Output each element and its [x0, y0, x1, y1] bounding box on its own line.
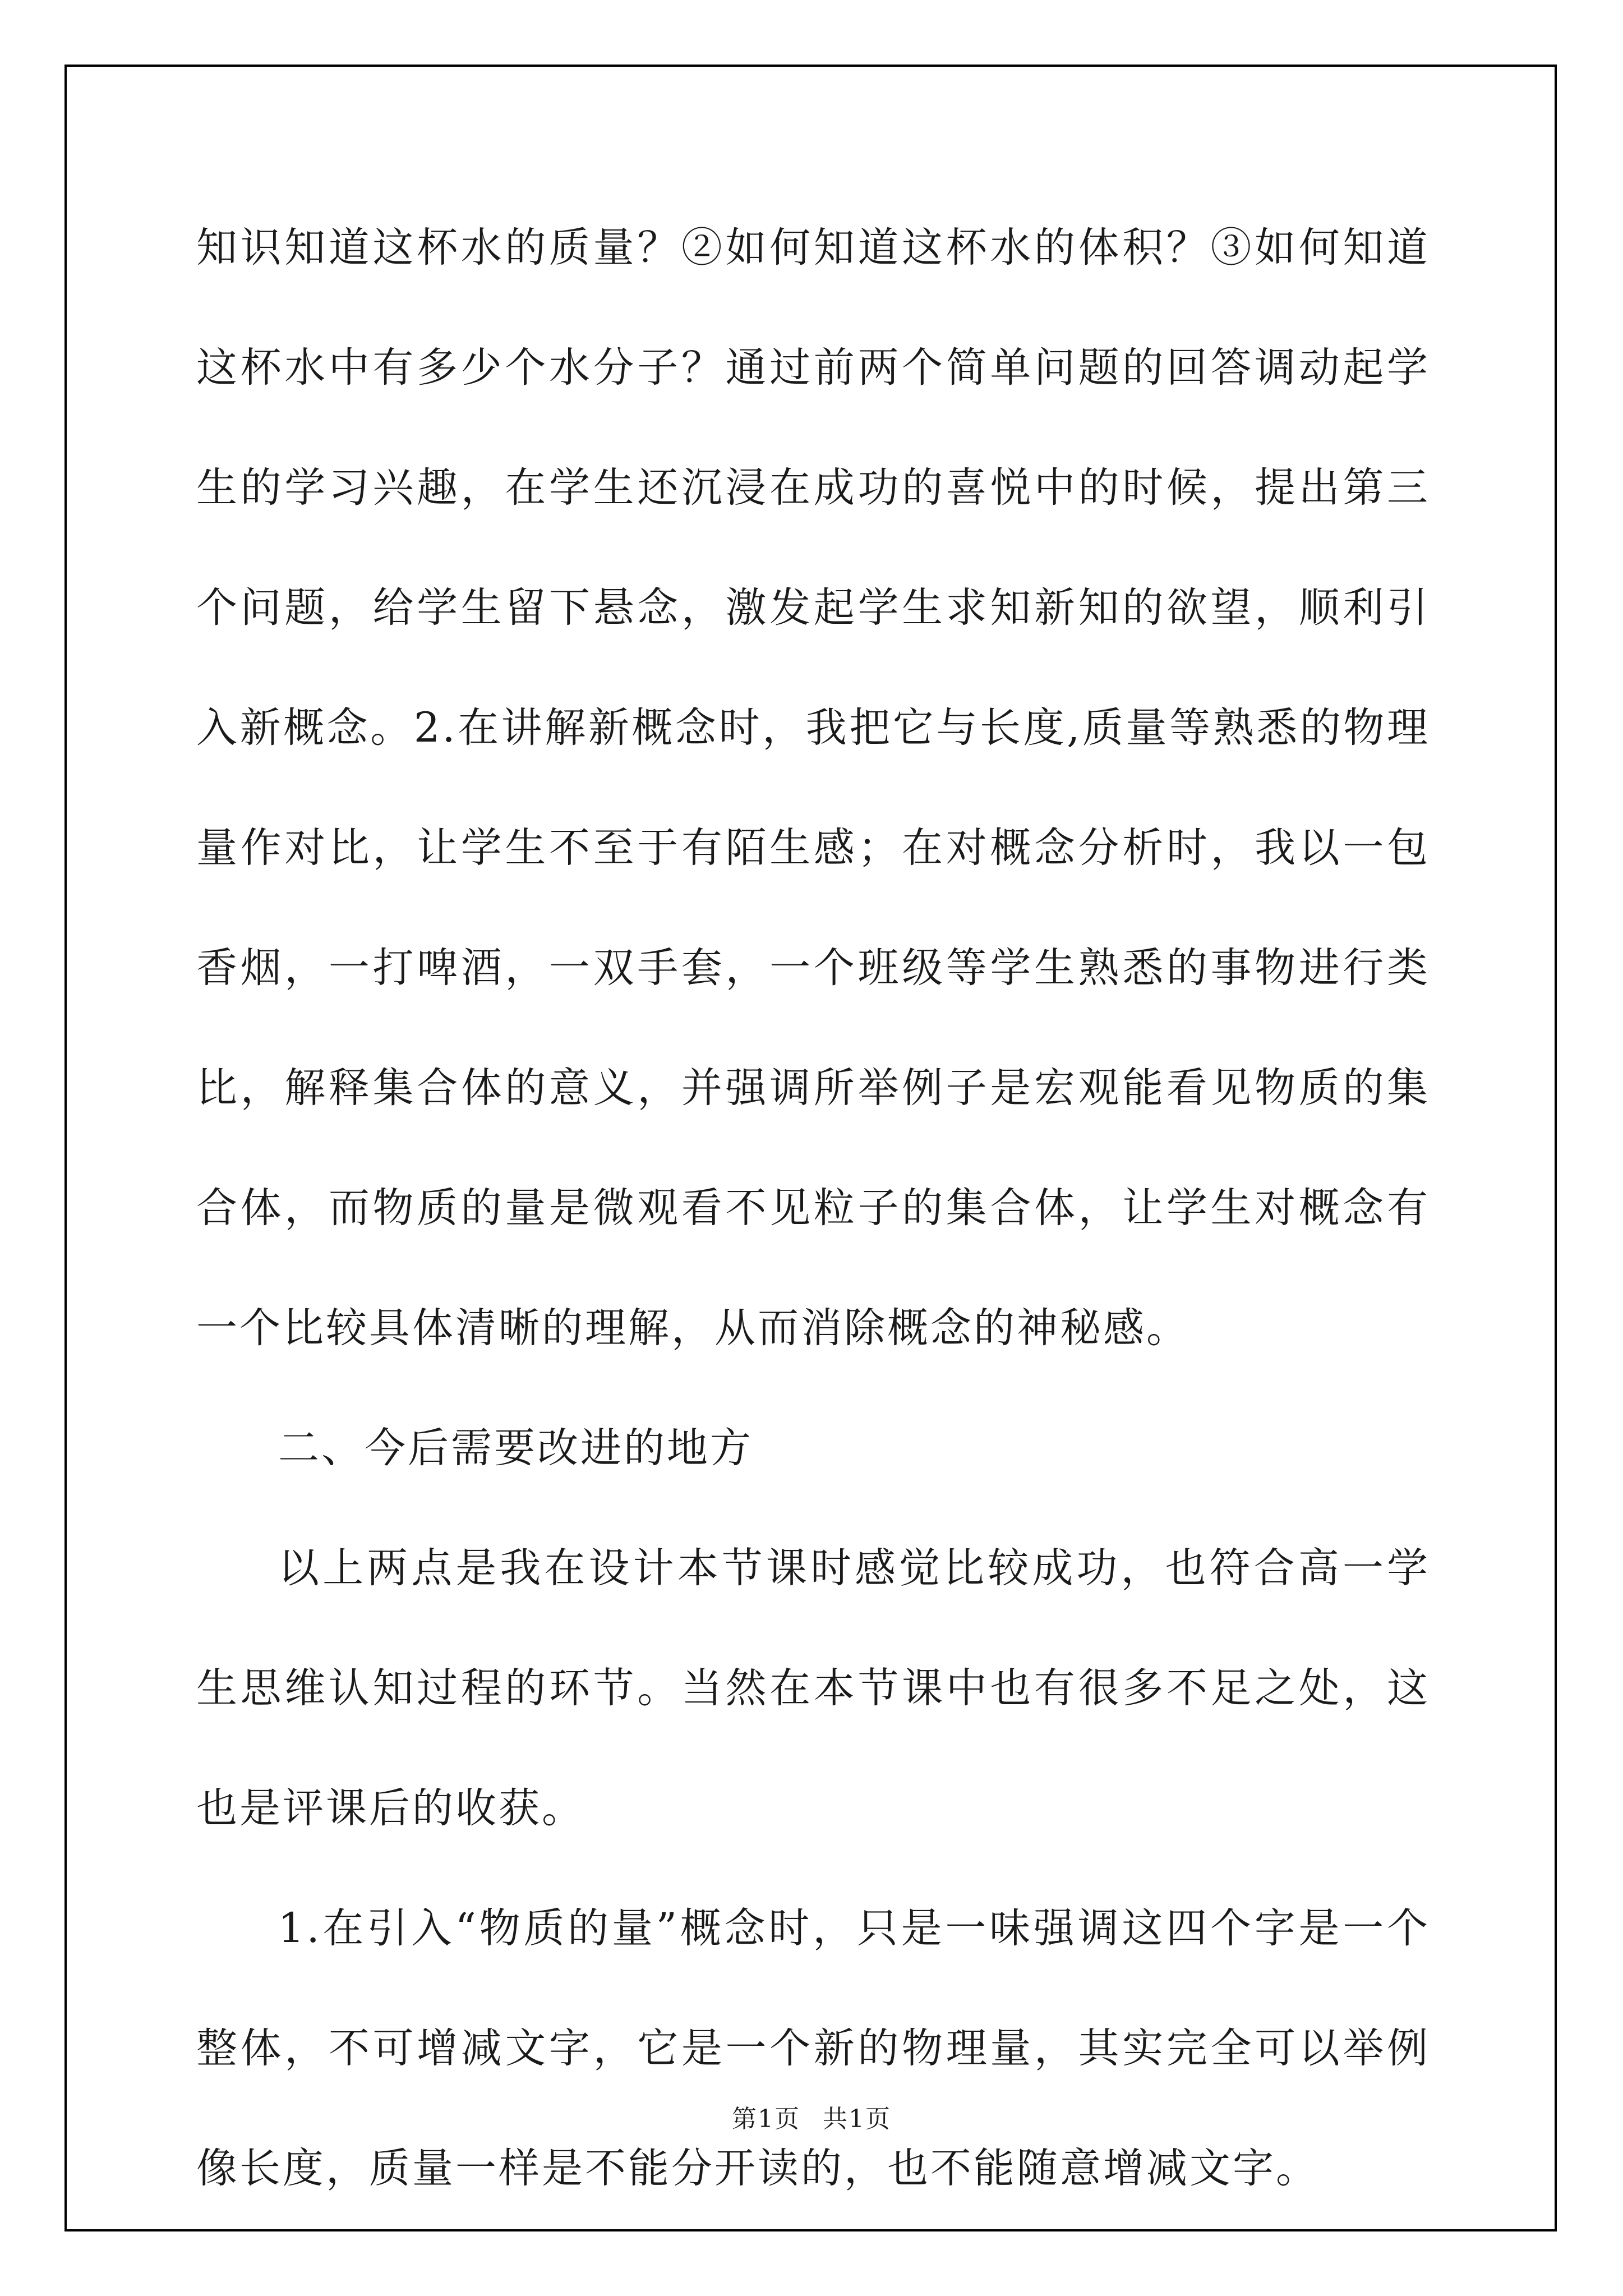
document-body: [196, 188, 1430, 2229]
page-footer: [0, 2102, 1623, 2136]
page-number-total: 共1页: [823, 2105, 891, 2133]
page-number-current: 第1页: [732, 2105, 800, 2133]
paragraph-improvement-1: 1.在引入“物质的量”概念时，只是一味强调这四个字是一个整体，不可增减文字，它是一个新的物理量，其实完全可以举例像长度，质量一样是不能分开读的，也不能随意增减文字。: [196, 1904, 1430, 2192]
paragraph-summary: 以上两点是我在设计本节课时感觉比较成功，也符合高一学生思维认知过程的环节。当然在本节课中也有很多不足之处，这也是评课后的收获。: [196, 1544, 1430, 1832]
paragraph-intro-questions: 知识知道这杯水的质量？②如何知道这杯水的体积？③如何知道这杯水中有多少个水分子？通过前两个简单问题的回答调动起学生的学习兴趣，在学生还沉浸在成功的喜悦中的时候，提出第三个问题，给学生留下悬念，激发起学生求知新知的欲望，顺利引入新概念。2.在讲解新概念时，我把它与长度,质量等熟悉的物理量作对比，让学生不至于有陌生感；在对概念分析时，我以一包香烟，一打啤酒，一双手套，一个班级等学生熟悉的事物进行类比，解释集合体的意义，并强调所举例子是宏观能看见物质的集合体，而物质的量是微观看不见粒子的集合体，让学生对概念有一个比较具体清晰的理解，从而消除概念的神秘感。: [196, 224, 1430, 1352]
section-heading-improvements: 二、今后需要改进的地方: [278, 1424, 753, 1472]
